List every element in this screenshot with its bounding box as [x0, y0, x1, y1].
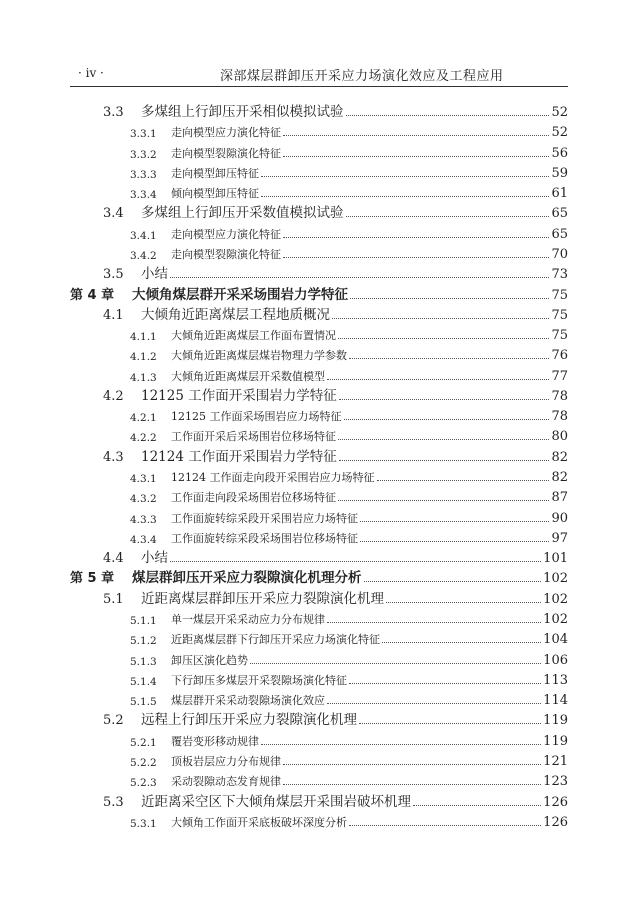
toc-entry-page: 65: [551, 206, 568, 222]
dot-leader: [349, 357, 549, 359]
dot-leader: [327, 378, 549, 380]
toc-entry[interactable]: [70, 141, 568, 161]
toc-entry-page: 59: [551, 165, 568, 181]
dot-leader: [338, 499, 549, 501]
toc-entry-title: 大倾角工作面开采底板破坏深度分析: [171, 815, 347, 829]
dot-leader: [332, 317, 549, 319]
toc-entry[interactable]: [70, 627, 568, 647]
toc-entry-number: 4.1.3: [130, 371, 157, 384]
toc-entry-title: 远程上行卸压开采应力裂隙演化机理: [141, 712, 357, 729]
toc-entry-page: 82: [551, 449, 568, 465]
toc-entry[interactable]: [70, 343, 568, 363]
toc-entry-number: 4.2.1: [130, 412, 157, 425]
toc-entry-number: 5.2.3: [130, 777, 157, 790]
toc-entry-title: 工作面走向段采场围岩位移场特征: [171, 491, 336, 505]
toc-entry[interactable]: [70, 506, 568, 526]
toc-entry[interactable]: [70, 546, 568, 566]
toc-entry-page: 90: [551, 510, 568, 526]
dot-leader: [349, 824, 541, 826]
dot-leader: [170, 276, 549, 278]
toc-entry-page: 102: [543, 571, 568, 587]
toc-entry-page: 104: [543, 632, 568, 648]
toc-entry[interactable]: [70, 566, 568, 586]
toc-entry[interactable]: [70, 729, 568, 749]
dot-leader: [283, 134, 549, 136]
toc-entry-title: 近距离煤层群下行卸压开采应力场演化特征: [171, 633, 380, 647]
toc-entry-page: 119: [543, 733, 568, 749]
toc-entry-page: 70: [551, 246, 568, 262]
toc-entry-page: 126: [543, 814, 568, 830]
toc-entry-number: 5.1.1: [130, 615, 157, 627]
toc-entry-page: 119: [543, 713, 568, 729]
toc-entry-title: 单一煤层开采采动应力分布规律: [171, 613, 325, 626]
toc-entry-title: 大倾角煤层群开采采场围岩力学特征: [132, 286, 348, 303]
dot-leader: [170, 560, 541, 562]
toc-entry-title: 走向模型裂隙演化特征: [171, 247, 281, 261]
dot-leader: [339, 459, 550, 461]
toc-entry-number: 3.3.4: [130, 189, 157, 202]
dot-leader: [364, 580, 542, 582]
toc-entry-title: 覆岩变形移动规律: [171, 734, 259, 748]
toc-entry-title: 工作面开采后采场围岩位移场特征: [171, 430, 336, 444]
toc-entry[interactable]: [70, 303, 568, 323]
dot-leader: [360, 540, 549, 542]
toc-entry-title: 大倾角近距离煤层煤岩物理力学参数: [171, 349, 347, 363]
toc-entry-number: 3.4.1: [130, 229, 157, 242]
dot-leader: [327, 702, 541, 704]
toc-entry[interactable]: [70, 607, 568, 627]
toc-entry-number: 第 4 章: [70, 287, 115, 303]
toc-entry-title: 12124 工作面开采围岩力学特征: [141, 448, 337, 465]
dot-leader: [344, 418, 550, 420]
toc-entry[interactable]: [70, 810, 568, 830]
toc-entry-title: 大倾角近距离煤层工程地质概况: [141, 306, 330, 323]
toc-entry-page: 102: [543, 591, 568, 607]
toc-entry-page: 106: [543, 652, 568, 668]
toc-entry-page: 121: [543, 753, 568, 769]
toc-entry[interactable]: [70, 708, 568, 728]
toc-entry-page: 52: [551, 125, 568, 141]
dot-leader: [349, 682, 541, 684]
toc-entry-number: 5.3.1: [130, 817, 157, 830]
toc-entry[interactable]: [70, 790, 568, 810]
toc-entry-page: 73: [551, 267, 568, 283]
toc-entry-number: 5.1.4: [130, 675, 157, 688]
dot-leader: [283, 155, 549, 157]
dot-leader: [350, 297, 549, 299]
dot-leader: [261, 175, 549, 177]
toc-entry[interactable]: [70, 222, 568, 242]
toc-entry[interactable]: [70, 364, 568, 384]
toc-entry-page: 75: [551, 307, 568, 323]
toc-entry-title: 12125 工作面开采围岩力学特征: [141, 387, 337, 404]
toc-entry-title: 小结: [141, 266, 168, 283]
toc-entry-title: 倾向模型卸压特征: [171, 187, 259, 201]
toc-entry-page: 114: [543, 693, 568, 709]
dot-leader: [283, 763, 541, 765]
toc-entry-title: 12125 工作面采场围岩应力场特征: [171, 410, 342, 424]
toc-entry[interactable]: [70, 465, 568, 485]
dot-leader: [283, 783, 541, 785]
toc-entry-title: 近距离煤层群卸压开采应力裂隙演化机理: [141, 590, 384, 607]
toc-entry-number: 4.1.2: [130, 351, 157, 364]
dot-leader: [283, 236, 549, 238]
dot-leader: [382, 641, 541, 643]
toc-entry[interactable]: [70, 445, 568, 465]
toc-entry[interactable]: [70, 100, 568, 120]
toc-entry-number: 4.1.1: [130, 331, 157, 344]
toc-entry-number: 4.3: [103, 449, 124, 465]
toc-entry-number: 4.1: [103, 307, 124, 323]
toc-entry-title: 工作面旋转综采段采场围岩位移场特征: [171, 531, 358, 545]
toc-entry-page: 123: [543, 774, 568, 790]
toc-entry-page: 77: [551, 368, 568, 384]
page-number: · iv ·: [78, 66, 104, 80]
dot-leader: [346, 114, 550, 116]
toc-entry-number: 5.1.2: [130, 635, 157, 648]
toc-entry-page: 75: [551, 287, 568, 303]
toc-entry-number: 4.3.1: [130, 473, 157, 486]
toc-entry-number: 3.3.3: [130, 168, 157, 181]
toc-entry[interactable]: [70, 242, 568, 262]
toc-entry-title: 采动裂隙动态发育规律: [171, 775, 281, 789]
toc-entry-page: 87: [551, 490, 568, 506]
dot-leader: [261, 743, 541, 745]
toc-entry-page: 61: [551, 186, 568, 202]
toc-entry-title: 下行卸压多煤层开采裂隙场演化特征: [171, 673, 347, 687]
toc-entry-number: 3.3.1: [130, 128, 157, 141]
toc-entry-number: 5.1.5: [130, 696, 157, 709]
toc-entry-title: 走向模型卸压特征: [171, 166, 259, 180]
toc-entry[interactable]: [70, 283, 568, 303]
toc-entry-title: 12124 工作面走向段开采围岩应力场特征: [171, 471, 375, 485]
toc-entry[interactable]: [70, 181, 568, 201]
dot-leader: [413, 804, 541, 806]
toc-entry-title: 多煤组上行卸压开采数值模拟试验: [141, 205, 344, 222]
dot-leader: [386, 601, 541, 603]
running-header: [70, 60, 568, 87]
toc-entry[interactable]: [70, 668, 568, 688]
toc-entry-page: 113: [543, 672, 568, 688]
toc-entry-page: 102: [543, 612, 568, 627]
toc-entry-page: 101: [543, 551, 568, 567]
toc-entry[interactable]: [70, 424, 568, 444]
toc-entry-page: 126: [543, 794, 568, 810]
toc-entry-page: 56: [551, 145, 568, 161]
toc-entry-title: 大倾角近距离煤层工作面布置情况: [171, 329, 336, 343]
toc-entry-number: 5.2.1: [130, 736, 157, 749]
toc-entry-number: 4.3.3: [130, 513, 157, 526]
toc-entry[interactable]: [70, 648, 568, 668]
toc-entry[interactable]: [70, 384, 568, 404]
toc-entry-title: 工作面旋转综采段开采围岩应力场特征: [171, 511, 358, 525]
dot-leader: [283, 256, 549, 258]
toc-entry-title: 大倾角近距离煤层开采数值模型: [171, 369, 325, 383]
toc-entry-title: 煤层群开采采动裂隙场演化效应: [171, 694, 325, 708]
toc-entry[interactable]: [70, 262, 568, 282]
toc-entry[interactable]: [70, 161, 568, 181]
dot-leader: [327, 621, 541, 623]
toc-entry-title: 近距离采空区下大倾角煤层开采围岩破坏机理: [141, 793, 411, 810]
toc-entry-number: 5.2.2: [130, 756, 157, 769]
toc-entry[interactable]: [70, 587, 568, 607]
toc-entry-page: 52: [551, 105, 568, 120]
toc-entry-number: 3.3: [103, 105, 124, 120]
toc-entry-title: 小结: [141, 550, 168, 567]
toc-entry-page: 97: [551, 530, 568, 546]
toc-entry-number: 4.2.2: [130, 432, 157, 445]
toc-entry-title: 煤层群卸压开采应力裂隙演化机理分析: [132, 570, 362, 587]
toc-entry[interactable]: [70, 404, 568, 424]
toc-entry[interactable]: [70, 769, 568, 789]
toc-entry[interactable]: [70, 749, 568, 769]
toc-entry-number: 5.1.3: [130, 655, 157, 668]
dot-leader: [338, 438, 549, 440]
toc-entry[interactable]: [70, 323, 568, 343]
toc-entry-page: 76: [551, 348, 568, 364]
toc-entry-page: 78: [551, 409, 568, 425]
dot-leader: [377, 479, 550, 481]
toc-entry-number: 3.4.2: [130, 249, 157, 262]
toc-entry-number: 5.1: [103, 591, 124, 607]
toc-entry-number: 4.4: [103, 551, 124, 567]
toc-entry-page: 78: [551, 388, 568, 404]
toc-entry-number: 5.2: [103, 713, 124, 729]
toc-entry-number: 4.3.2: [130, 493, 157, 506]
toc-entry-number: 第 5 章: [70, 571, 115, 587]
toc-entry-title: 卸压区演化趋势: [171, 653, 248, 667]
toc-entry-number: 4.3.4: [130, 533, 157, 546]
toc-entry-number: 3.5: [103, 267, 124, 283]
toc-entry[interactable]: [70, 201, 568, 221]
toc-entry[interactable]: [70, 688, 568, 708]
toc-entry-number: 5.3: [103, 794, 124, 810]
toc-entry-page: 82: [551, 470, 568, 486]
toc-entry-page: 80: [551, 429, 568, 445]
dot-leader: [338, 337, 549, 339]
dot-leader: [359, 722, 541, 724]
dot-leader: [261, 195, 549, 197]
dot-leader: [339, 398, 550, 400]
toc-entry-number: 3.3.2: [130, 148, 157, 161]
toc-entry[interactable]: [70, 120, 568, 140]
toc-entry-page: 65: [551, 226, 568, 242]
toc-entry-title: 走向模型应力演化特征: [171, 126, 281, 140]
toc-entry[interactable]: [70, 485, 568, 505]
dot-leader: [250, 662, 541, 664]
toc-entry-page: 75: [551, 328, 568, 344]
toc-entry-title: 走向模型裂隙演化特征: [171, 146, 281, 160]
toc-entry-number: 4.2: [103, 388, 124, 404]
toc-entry-title: 走向模型应力演化特征: [171, 227, 281, 241]
toc-entry-title: 多煤组上行卸压开采相似模拟试验: [141, 104, 344, 120]
book-title: 深部煤层群卸压开采应力场演化效应及工程应用: [220, 69, 504, 84]
toc-entry-number: 3.4: [103, 206, 124, 222]
dot-leader: [346, 215, 550, 217]
toc-entry[interactable]: [70, 526, 568, 546]
dot-leader: [360, 520, 549, 522]
toc-entry-title: 顶板岩层应力分布规律: [171, 754, 281, 768]
